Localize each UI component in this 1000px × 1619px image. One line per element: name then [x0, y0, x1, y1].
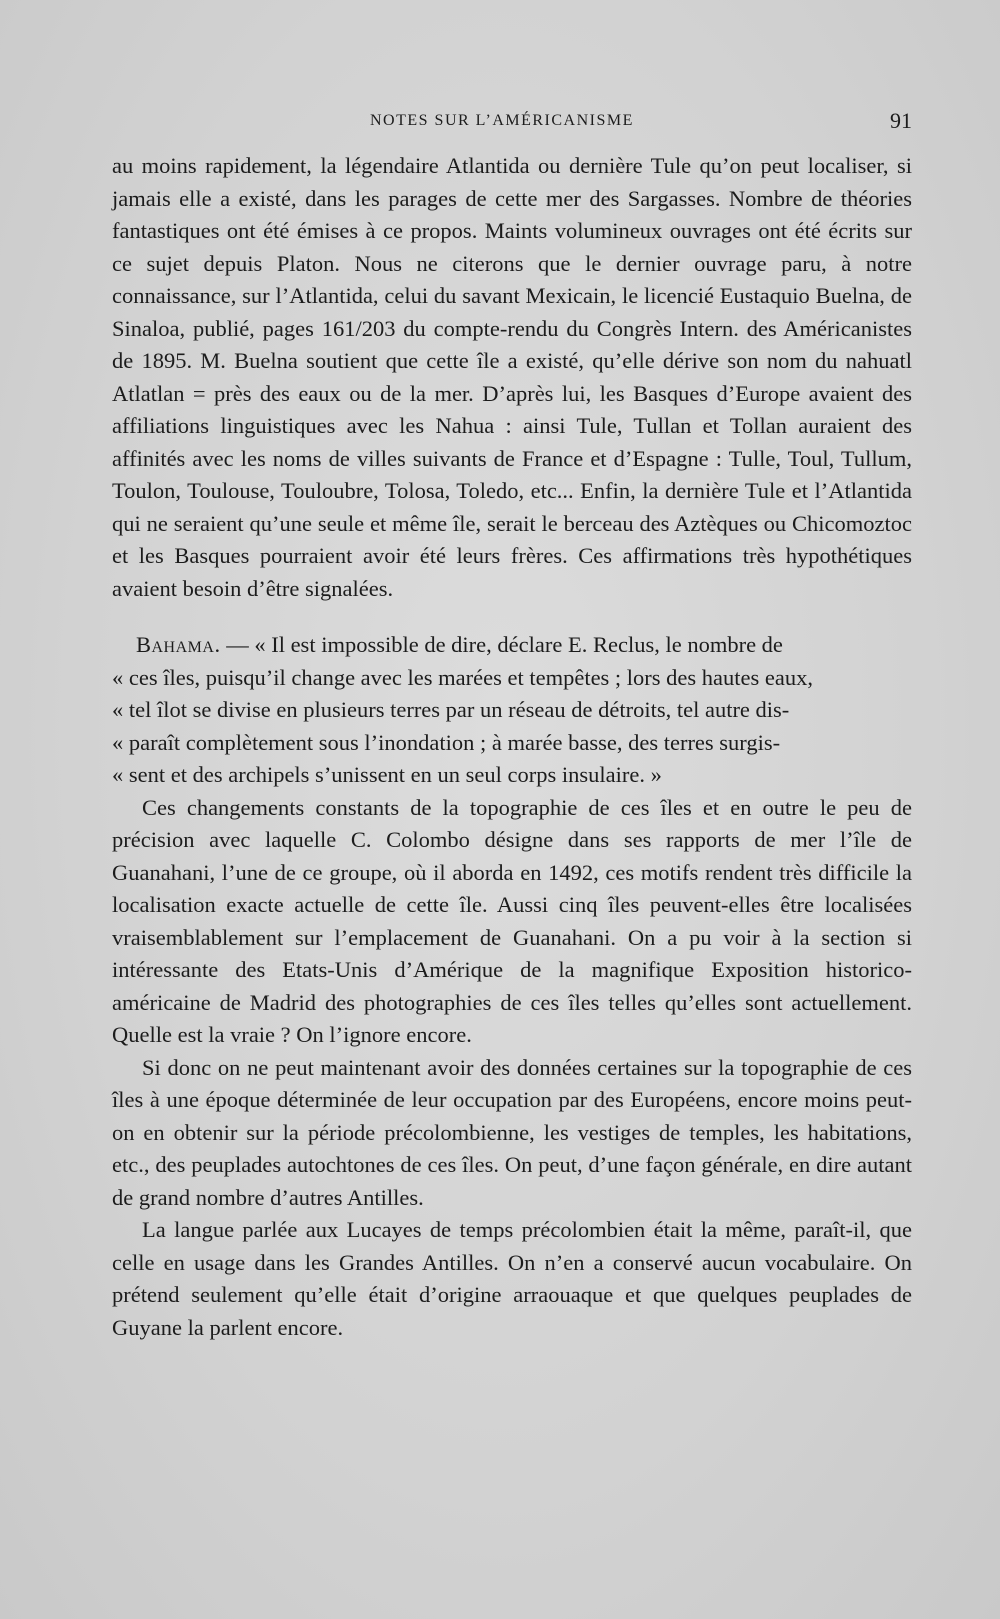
quote-first-line: — « Il est impossible de dire, déclare E. Reclus, le nombre de: [226, 632, 783, 657]
page-number: 91: [890, 108, 912, 133]
quote-line: « paraît complètement sous l’inondation ; à marée basse, des terres surgis-: [112, 729, 781, 755]
running-title: NOTES SUR L’AMÉRICANISME: [370, 112, 634, 129]
quote-line: « ces îles, puisqu’il change avec les marées et tempêtes ; lors des hautes eaux,: [112, 664, 814, 690]
paragraph-topographie: Si donc on ne peut maintenant avoir des données certaines sur la topographie de ces îles à une époque déterminée de leur occupation par des Européens, encore moins peut-on en obtenir sur la période précolombienne, les vestiges de temples, les habitations, etc., des peuplades autochtones de ces îles. On peut, d’une façon générale, en dire autant de grand nombre d’autres Antilles.: [112, 1054, 912, 1210]
paragraph-guanahani: Ces changements constants de la topographie de ces îles et en outre le peu de précision avec laquelle C. Colombo désigne dans ses rapports de mer l’île de Guanahani, l’une de ce groupe, où il aborda en 1492, ces motifs rendent très difficile la localisation exacte actuelle de cette île. Aussi cinq îles peuvent-elles être localisées vraisemblablement sur l’emplacement de Guanahani. On a pu voir à la section si intéressante des Etats-Unis d’Amérique de la magnifique Exposition historico-américaine de Madrid des photographies de ces îles telles qu’elles sont actuellement. Quelle est la vraie ? On l’ignore encore.: [112, 794, 912, 1047]
quote-line: « sent et des archipels s’unissent en un seul corps insulaire. »: [112, 762, 662, 787]
section-label-bahama: Bahama.: [136, 632, 221, 657]
paragraph-atlantida: au moins rapidement, la légendaire Atlantida ou dernière Tule qu’on peut localiser, si jamais elle a existé, dans les parages de cette mer des Sargasses. Nombre de théories fantastiques ont été émises à ce propos. Maints volumineux ouvrages ont été écrits sur ce sujet depuis Platon. Nous ne citerons que le dernier ouvrage paru, à notre connaissance, sur l’Atlantida, celui du savant Mexicain, le licencié Eustaquio Buelna, de Sinaloa, publié, pages 161/203 du compte-rendu du Congrès Intern. des Américanistes de 1895. M. Buelna soutient que cette île a existé, qu’elle dérive son nom du nahuatl Atlatlan = près des eaux ou de la mer. D’après lui, les Basques d’Europe avaient des affiliations linguistiques avec les Nahua : ainsi Tule, Tullan et Tollan auraient des affinités avec les noms de villes suivants de France et d’Espagne : Tulle, Toul, Tullum, Toulon, Toulouse, Touloubre, Tolosa, Toledo, etc... Enfin, la dernière Tule et l’Atlantida qui ne seraient qu’une seule et même île, serait le berceau des Aztèques ou Chicomoztoc et les Basques pourraient avoir été leurs frères. Ces affirmations très hypothétiques avaient besoin d’être signalées.: [112, 153, 912, 601]
paragraph-langue: La langue parlée aux Lucayes de temps précolombien était la même, paraît-il, que celle en usage dans les Grandes Antilles. On n’en a conservé aucun vocabulaire. On prétend seulement qu’elle était d’origine arraouaque et que quelques peuplades de Guyane la parlent encore.: [112, 1217, 912, 1340]
body-text: [112, 150, 912, 1344]
page-header: [112, 108, 912, 138]
paragraph-bahama: [112, 629, 912, 662]
quote-line: « tel îlot se divise en plusieurs terres par un réseau de détroits, tel autre dis-: [112, 697, 790, 722]
